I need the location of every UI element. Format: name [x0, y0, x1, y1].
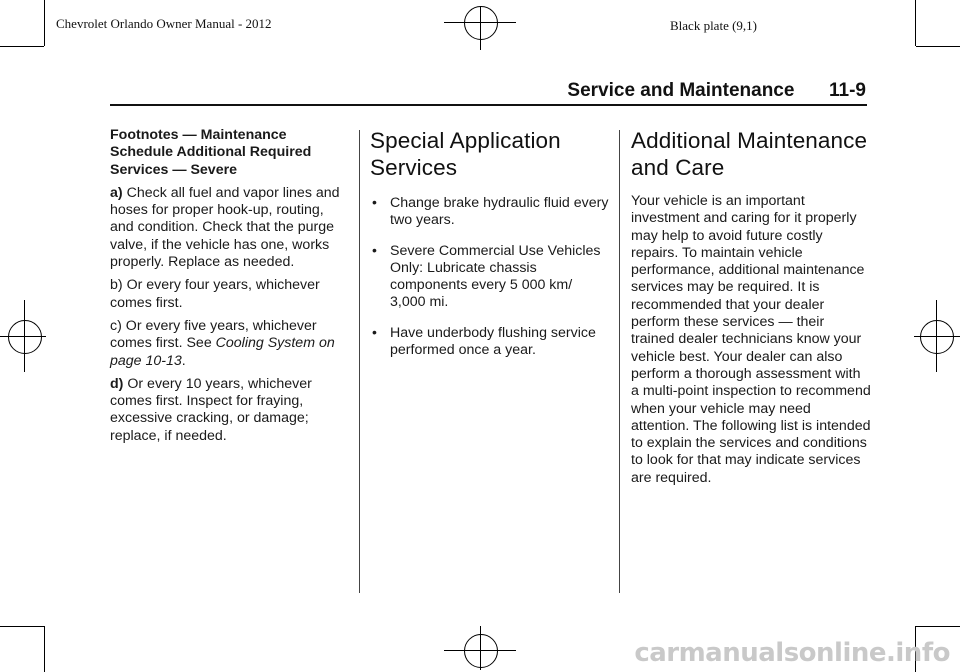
watermark: carmanualsonline.info — [634, 638, 950, 668]
footnote-text: Or every four years, whichever comes first. — [110, 277, 320, 311]
footnote-text: Or every 10 years, whichever comes first. Inspect for fraying, excessive cracking, or damage; replace, if needed. — [110, 375, 312, 444]
column-divider-1 — [359, 130, 360, 593]
bullet-icon: • — [372, 194, 377, 210]
crop-mark-bottom-right-h — [916, 626, 960, 627]
crop-mark-top-left-h — [0, 46, 44, 47]
registration-target-right-circle — [920, 320, 954, 354]
footnote-d — [110, 376, 350, 445]
footnote-a — [110, 185, 350, 271]
list-item-text: Change brake hydraulic fluid every two years. — [390, 195, 609, 229]
list-item — [370, 325, 610, 360]
footnote-label: a) — [110, 184, 123, 201]
header-rule — [110, 104, 867, 106]
footnote-label: d) — [110, 375, 124, 392]
footnote-text: Or every five years, whichever comes first. See — [110, 317, 317, 352]
crop-mark-top-left-v — [44, 0, 45, 46]
footnote-b — [110, 277, 350, 312]
registration-target-left-circle — [8, 320, 42, 354]
bullet-icon: • — [372, 241, 377, 258]
running-header-left: Chevrolet Orlando Owner Manual - 2012 — [56, 16, 272, 31]
list-item — [370, 243, 610, 312]
footnotes-heading: Footnotes — Maintenance Schedule Additional Required Services — Severe — [110, 127, 312, 178]
page-number: 11-9 — [829, 80, 866, 101]
crop-mark-top-right-h — [916, 46, 960, 47]
column-divider-2 — [619, 130, 620, 593]
bullet-icon: • — [372, 323, 377, 340]
list-item — [370, 195, 610, 230]
footnotes-column — [110, 127, 350, 451]
crop-mark-bottom-left-v — [44, 626, 45, 672]
footnote-text: Check all fuel and vapor lines and hoses for proper hook-up, routing, and condition. Check that the purge valve, if the vehicle has one, works properly. Replace as needed. — [110, 184, 340, 271]
additional-care-column — [631, 127, 871, 493]
list-item-text: Severe Commercial Use Vehicles Only: Lubricate chassis components every 5 000 km/ 3,000 mi. — [390, 242, 601, 311]
additional-care-title: Additional Maintenance and Care — [631, 128, 868, 180]
footnote-text-end: . — [181, 352, 186, 369]
special-services-list — [370, 195, 610, 359]
section-title: Service and Maintenance — [567, 80, 795, 101]
special-services-title: Special Application Services — [370, 128, 561, 180]
footnote-c — [110, 318, 350, 370]
cross-reference-link[interactable]: Cooling System on page 10-13 — [110, 335, 335, 369]
crop-mark-top-right-v — [915, 0, 916, 46]
crop-mark-bottom-left-h — [0, 626, 44, 627]
page-header — [110, 80, 866, 102]
registration-target-bottom-circle — [464, 634, 498, 668]
list-item-text: Have underbody flushing service performed once a year. — [390, 324, 596, 359]
additional-care-body: Your vehicle is an important investment and caring for it properly may help to avoid future costly repairs. To maintain vehicle performance, additional maintenance services may be required. It is recommended that your dealer perform these services — their trained dealer technicians know your vehicle best. Your dealer can also perform a thorough assessment with a multi-point inspection to recommend when your vehicle may need attention. The following list is intended to explain the services and conditions to look for that may indicate services are required. — [631, 193, 871, 486]
registration-target-top-circle — [464, 6, 498, 40]
footnote-label: c) — [110, 317, 122, 334]
special-services-column — [370, 127, 610, 372]
footnote-label: b) — [110, 277, 123, 294]
running-header-right: Black plate (9,1) — [670, 18, 757, 33]
